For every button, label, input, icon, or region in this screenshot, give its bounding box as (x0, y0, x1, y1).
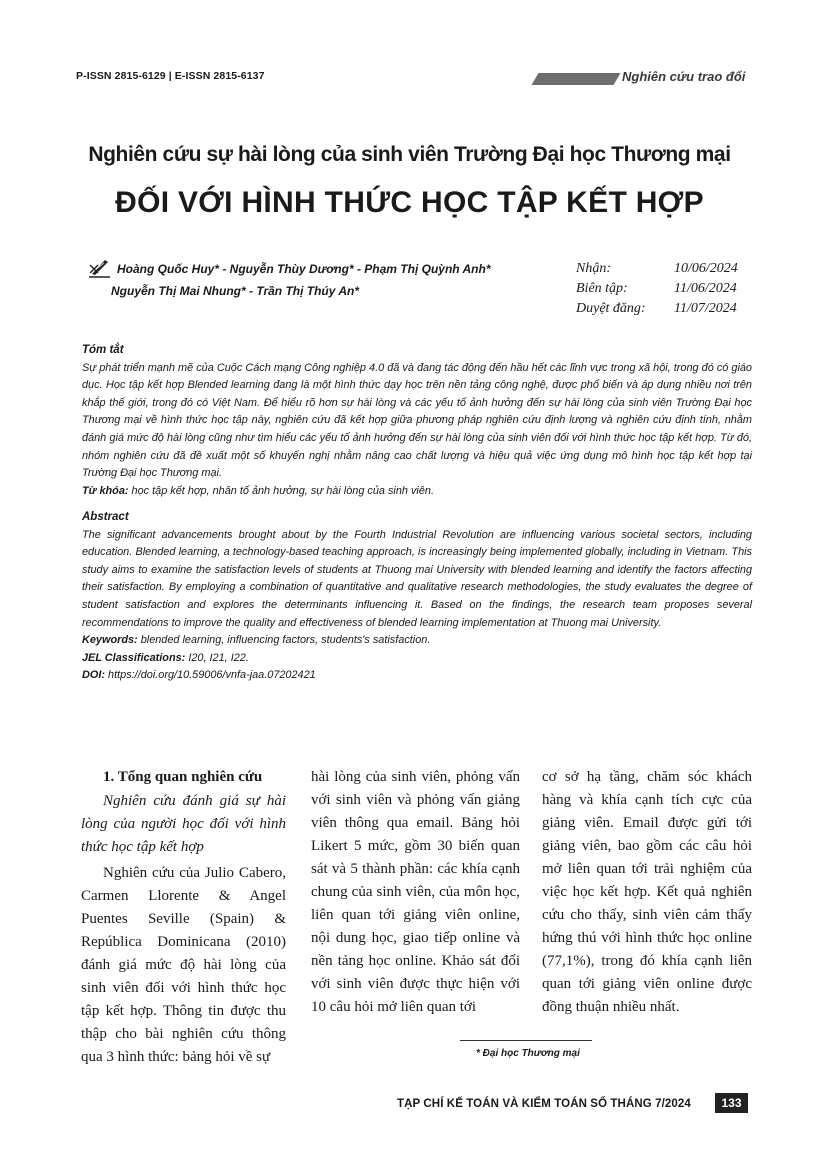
date-received (576, 259, 738, 279)
page-number: 133 (715, 1093, 748, 1113)
section-heading: 1. Tổng quan nghiên cứu (103, 769, 263, 785)
doi (82, 667, 752, 685)
keywords-value: học tập kết hợp, nhân tố ảnh hưởng, sự hài lòng của sinh viên. (131, 484, 434, 497)
subsection-heading: Nghiên cứu đánh giá sự hài lòng của người học đối với hình thức học tập kết hợp (81, 793, 286, 855)
article-title-line2: ĐỐI VỚI HÌNH THỨC HỌC TẬP KẾT HỢP (115, 186, 704, 219)
keywords-label: Từ khóa: (82, 484, 129, 497)
keywords-label: Keywords: (82, 634, 138, 647)
summary-keywords (82, 483, 752, 501)
date-value: 11/06/2024 (674, 281, 737, 296)
pen-writing-icon (88, 259, 112, 279)
date-label: Nhận: (576, 261, 611, 276)
footnote-rule (460, 1040, 592, 1041)
section-bar (532, 73, 621, 85)
section-label: Nghiên cứu trao đổi (622, 69, 746, 84)
authors-line2: Nguyễn Thị Mai Nhung* - Trần Thị Thúy An* (111, 284, 359, 298)
doi-label: DOI: (82, 669, 105, 682)
body-paragraph: Nghiên cứu của Julio Cabero, Carmen Llorente & Angel Puentes Seville (Spain) & República Dominicana (2010) đánh giá mức độ hài lòng của sinh viên đối với hình thức học tập kết hợp. Thông tin được thu thập cho bài nghiên cứu thông qua 3 hình thức: bảng hỏi về sự (81, 865, 286, 1065)
doi-link[interactable]: https://doi.org/10.59006/vnfa-jaa.07202421 (108, 669, 316, 682)
abstract-keywords (82, 632, 752, 650)
body-column-1 (81, 766, 286, 1069)
summary-text: Sự phát triển mạnh mẽ của Cuộc Cách mạng Công nghiệp 4.0 đã và đang tác động đến hầu hết các lĩnh vực trong xã hội, trong đó có giáo dục. Học tập kết hợp Blended learning đang là một hình thức dạy học trên nền tảng công nghệ, được phổ biến và áp dụng nhiều nơi trên khắp thế giới, trong đó có Việt Nam. Để hiểu rõ hơn sự hài lòng và các yếu tố ảnh hưởng đến sự hài lòng của sinh viên Trường Đại học Thương mại về hình thức học tập này, nghiên cứu đã kết hợp giữa phương pháp nghiên cứu định lượng và nghiên cứu định tính, nhằm đánh giá mức độ hài lòng cũng như tìm hiểu các yếu tố ảnh hưởng đến sự hài lòng của sinh viên đối với hình thức học tập kết hợp. Từ đó, nhóm nghiên cứu đã đề xuất một số khuyến nghị nhằm nâng cao chất lượng và hiệu quả việc ứng dụng mô hình học tập kết hợp tại Trường Đại học Thương mại. (82, 361, 752, 480)
authors-line1: Hoàng Quốc Huy* - Nguyễn Thùy Dương* - Phạm Thị Quỳnh Anh* (117, 262, 491, 276)
abstract-en (82, 509, 752, 685)
abstract-text: The significant advancements brought about by the Fourth Industrial Revolution are influencing various societal sectors, including education. Blended learning, a technology-based teaching approach, is increasingly being implemented globally, including in Vietnam. This study aims to examine the satisfaction levels of students at Thuong mai University with blended learning and identify the factors affecting their satisfaction. By employing a combination of quantitative and qualitative research methodologies, the study evaluates the degree of student satisfaction and explores the determinants influencing it. Based on the findings, the research team proposes several recommendations to improve the quality and effectiveness of blended learning implementation at Thuong mai University. (82, 528, 752, 629)
article-title-line1: Nghiên cứu sự hài lòng của sinh viên Trường Đại học Thương mại (88, 143, 731, 166)
dates-block (576, 259, 738, 319)
body-column-3 (542, 766, 752, 1019)
jel-value: I20, I21, I22. (188, 651, 249, 664)
date-edited (576, 279, 738, 299)
keywords-value: blended learning, influencing factors, students's satisfaction. (140, 634, 431, 647)
body-column-2 (311, 766, 520, 1019)
jel-classifications (82, 650, 752, 668)
journal-footer: TẠP CHÍ KẾ TOÁN VÀ KIỂM TOÁN SỐ THÁNG 7/2024 (397, 1098, 691, 1110)
date-value: 10/06/2024 (674, 261, 738, 276)
date-label: Biên tập: (576, 281, 628, 296)
summary-heading: Tóm tắt (82, 344, 124, 356)
footnote: * Đại học Thương mại (476, 1048, 580, 1059)
date-label: Duyệt đăng: (576, 301, 646, 316)
date-accepted (576, 299, 738, 319)
body-paragraph: cơ sở hạ tầng, chăm sóc khách hàng và khía cạnh tích cực của giảng viên. Email được gửi tới giảng viên, bao gồm các câu hỏi mở liên quan tới trải nghiệm của việc học kết hợp. Kết quả nghiên cứu cho thấy, sinh viên cảm thấy hứng thú với hình thức học online (77,1%), trong đó khía cạnh liên quan tới giảng viên online được đồng thuận nhiều nhất. (542, 769, 752, 1015)
issn-line: P-ISSN 2815-6129 | E-ISSN 2815-6137 (76, 70, 265, 82)
date-value: 11/07/2024 (674, 301, 737, 316)
jel-label: JEL Classifications: (82, 651, 186, 664)
abstract-heading: Abstract (82, 511, 129, 523)
summary-vi (82, 342, 752, 500)
body-paragraph: hài lòng của sinh viên, phỏng vấn với sinh viên và phỏng vấn giảng viên thông qua email. Bảng hỏi Likert 5 mức, gồm 30 biến quan sát và 5 thành phần: các khía cạnh chung của sinh viên, của môn học, liên quan tới giảng viên online, nội dung học, giao tiếp online và nền tảng học online. Khảo sát đối với sinh viên được thực hiện với 10 câu hỏi mở liên quan tới (311, 769, 520, 1015)
